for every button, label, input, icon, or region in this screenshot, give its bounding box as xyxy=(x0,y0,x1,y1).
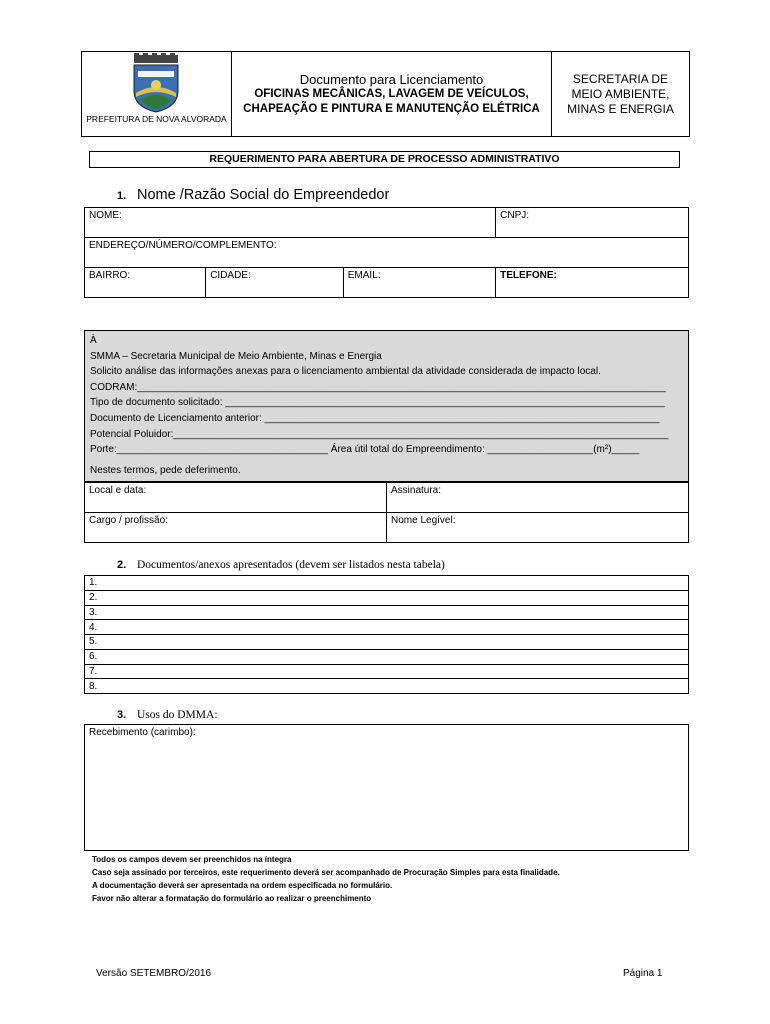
document-row[interactable]: 8. xyxy=(85,679,689,694)
note-item: Todos os campos devem ser preenchidos na íntegra xyxy=(92,855,292,864)
nome-legivel-field[interactable]: Nome Legível: xyxy=(387,513,689,543)
instructions-notes xyxy=(92,853,560,905)
municipal-coat-of-arms-icon xyxy=(130,53,182,113)
header-title-cell xyxy=(232,52,552,136)
request-closing: Nestes termos, pede deferimento. xyxy=(90,464,241,476)
recebimento-label: Recebimento (carimbo): xyxy=(89,727,196,738)
nome-field[interactable]: NOME: xyxy=(85,208,496,238)
document-subtitle-line1: OFICINAS MECÂNICAS, LAVAGEM DE VEÍCULOS, xyxy=(254,88,529,100)
document-title: Documento para Licenciamento xyxy=(299,72,484,87)
section1-heading xyxy=(117,186,389,204)
header-secretaria-cell xyxy=(552,52,689,136)
bairro-field[interactable]: BAIRRO: xyxy=(85,268,206,298)
document-subtitle-line2: CHAPEAÇÃO E PINTURA E MANUTENÇÃO ELÉTRICA xyxy=(243,103,540,115)
document-row[interactable]: 1. xyxy=(85,576,689,591)
document-row[interactable]: 3. xyxy=(85,605,689,620)
request-line-to: À xyxy=(90,335,97,346)
section2-heading xyxy=(117,559,445,571)
documents-table xyxy=(84,575,689,694)
licenciamento-anterior-field[interactable]: Documento de Licenciamento anterior: _______________________________________________________________________ xyxy=(90,412,660,424)
requerimento-title: REQUERIMENTO PARA ABERTURA DE PROCESSO ADMINISTRATIVO xyxy=(89,151,680,168)
section3-heading xyxy=(117,709,218,721)
assinatura-field[interactable]: Assinatura: xyxy=(387,483,689,513)
local-data-field[interactable]: Local e data: xyxy=(85,483,387,513)
section2-number: 2. xyxy=(117,559,127,571)
cargo-field[interactable]: Cargo / profissão: xyxy=(85,513,387,543)
secretaria-line3: MINAS E ENERGIA xyxy=(567,102,674,116)
section1-title: Nome /Razão Social do Empreendedor xyxy=(137,187,390,203)
tipo-documento-field[interactable]: Tipo de documento solicitado: _______________________________________________________________________________ xyxy=(90,397,665,409)
document-row[interactable]: 4. xyxy=(85,620,689,635)
secretaria-line1: SECRETARIA DE xyxy=(572,72,669,86)
recebimento-box[interactable] xyxy=(84,724,689,851)
porte-area-field[interactable]: Porte:______________________________________ Área útil total do Empreendimento: ___________________(m²)_____ xyxy=(90,444,640,456)
applicant-table xyxy=(84,207,689,298)
header-logo-cell xyxy=(82,52,232,136)
codram-field[interactable]: CODRAM:_______________________________________________________________________________________________ xyxy=(90,381,666,393)
request-line-solicito: Solicito análise das informações anexas para o licenciamento ambiental da atividade considerada de impacto local. xyxy=(90,366,601,378)
endereco-field[interactable]: ENDEREÇO/NÚMERO/COMPLEMENTO: xyxy=(85,238,689,268)
document-header xyxy=(81,51,690,137)
request-block xyxy=(84,330,689,482)
footer-version: Versão SETEMBRO/2016 xyxy=(96,968,212,979)
secretaria-line2: MEIO AMBIENTE, xyxy=(571,87,670,101)
document-row[interactable]: 2. xyxy=(85,590,689,605)
prefeitura-label: PREFEITURA DE NOVA ALVORADA xyxy=(86,114,227,124)
section3-title: Usos do DMMA: xyxy=(137,709,218,721)
section2-title: Documentos/anexos apresentados (devem ser listados nesta tabela) xyxy=(137,559,445,571)
email-field[interactable]: EMAIL: xyxy=(343,268,495,298)
telefone-field[interactable] xyxy=(496,268,689,298)
cidade-field[interactable]: CIDADE: xyxy=(206,268,344,298)
note-item: Caso seja assinado por terceiros, este requerimento deverá ser acompanhado de Procuração Simples para esta finalidade. xyxy=(92,868,560,877)
request-line-smma: SMMA – Secretaria Municipal de Meio Ambiente, Minas e Energia xyxy=(90,350,382,362)
document-row[interactable]: 7. xyxy=(85,664,689,679)
section1-number: 1. xyxy=(117,190,127,202)
document-row[interactable]: 6. xyxy=(85,649,689,664)
telefone-label: TELEFONE: xyxy=(500,270,557,281)
signature-table xyxy=(84,482,689,543)
note-item: Favor não alterar a formatação do formulário ao realizar o preenchimento xyxy=(92,894,372,903)
footer-page-number: Página 1 xyxy=(623,968,663,979)
cnpj-field[interactable]: CNPJ: xyxy=(496,208,689,238)
document-row[interactable]: 5. xyxy=(85,635,689,650)
potencial-poluidor-field[interactable]: Potencial Poluidor:_________________________________________________________________________________________ xyxy=(90,428,669,440)
section3-number: 3. xyxy=(117,709,127,721)
note-item: A documentação deverá ser apresentada na ordem especificada no formulário. xyxy=(92,881,393,890)
